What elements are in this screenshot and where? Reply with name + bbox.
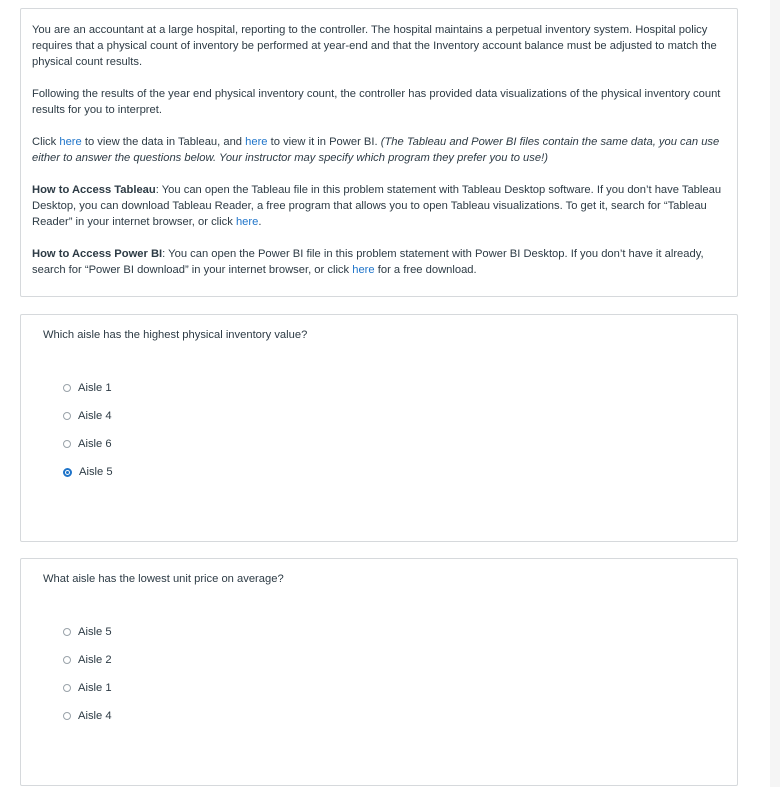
radio-button[interactable] xyxy=(63,656,71,664)
powerbi-access-paragraph xyxy=(32,246,726,278)
link-after-text: to view it in Power BI. xyxy=(267,136,381,148)
tableau-access-end: . xyxy=(258,216,262,228)
radio-button[interactable] xyxy=(63,628,71,636)
powerbi-access-text: : You can open the Power BI file in this problem statement with Power BI Desktop. If you don’t have it already, search for “Power BI download” in your internet browser, or click xyxy=(32,248,704,276)
problem-statement-panel xyxy=(20,8,738,297)
click-text: Click xyxy=(32,136,60,148)
tableau-access-paragraph xyxy=(32,182,726,230)
q1-option-2[interactable] xyxy=(63,402,113,430)
option-label: Aisle 5 xyxy=(78,626,112,638)
option-label: Aisle 2 xyxy=(78,654,112,666)
q2-option-4[interactable] xyxy=(63,702,112,730)
tableau-data-link[interactable]: here xyxy=(59,136,82,148)
instructor-note: (The Tableau and Power BI files contain the same data, you can use either to answer the questions below. Your instructor may specify which program they prefer you to use!) xyxy=(32,136,720,164)
radio-button-selected[interactable] xyxy=(63,468,72,477)
powerbi-access-heading: How to Access Power BI xyxy=(32,248,163,260)
tableau-reader-link[interactable]: here xyxy=(235,216,259,228)
link-mid-text: to view the data in Tableau, and xyxy=(81,136,246,148)
q1-option-1[interactable] xyxy=(63,374,113,402)
option-label: Aisle 6 xyxy=(78,438,112,450)
option-label: Aisle 4 xyxy=(78,710,112,722)
q2-option-1[interactable] xyxy=(63,618,112,646)
powerbi-data-link[interactable]: here xyxy=(245,136,268,148)
option-label: Aisle 1 xyxy=(78,682,112,694)
problem-statement xyxy=(32,22,726,278)
tableau-access-text: : You can open the Tableau file in this problem statement with Tableau Desktop software. If you don’t have Tableau Desktop, you can download Tableau Reader, a free program that allows you to open Tableau visualizations. To get it, search for “Tableau Reader” in your internet browser, or click xyxy=(32,184,722,228)
question-1-text: Which aisle has the highest physical inventory value? xyxy=(43,329,308,341)
option-label: Aisle 1 xyxy=(78,382,112,394)
radio-button[interactable] xyxy=(63,440,71,448)
radio-button[interactable] xyxy=(63,712,71,720)
radio-button[interactable] xyxy=(63,384,71,392)
radio-button[interactable] xyxy=(63,412,71,420)
page-scrollbar[interactable] xyxy=(770,0,780,787)
radio-button[interactable] xyxy=(63,684,71,692)
powerbi-download-link[interactable]: here xyxy=(352,264,375,276)
q2-option-2[interactable] xyxy=(63,646,112,674)
question-2-options xyxy=(63,618,112,730)
q1-option-3[interactable] xyxy=(63,430,113,458)
question-1-options xyxy=(63,374,113,486)
question-1-panel xyxy=(20,314,738,542)
q1-option-4[interactable] xyxy=(63,458,113,486)
option-label: Aisle 5 xyxy=(79,466,113,478)
tableau-access-heading: How to Access Tableau xyxy=(32,184,156,196)
powerbi-access-end: for a free download. xyxy=(374,264,477,276)
intro-paragraph-3 xyxy=(32,134,726,166)
question-2-text: What aisle has the lowest unit price on average? xyxy=(43,573,284,585)
question-2-panel xyxy=(20,558,738,786)
option-label: Aisle 4 xyxy=(78,410,112,422)
q2-option-3[interactable] xyxy=(63,674,112,702)
intro-paragraph-1: You are an accountant at a large hospital, reporting to the controller. The hospital maintains a perpetual inventory system. Hospital policy requires that a physical count of inventory be performed at year-end and that the Inventory account balance must be adjusted to match the physical count results. xyxy=(32,24,717,68)
intro-paragraph-2: Following the results of the year end physical inventory count, the controller has provided data visualizations of the physical inventory count results for you to interpret. xyxy=(32,88,721,116)
